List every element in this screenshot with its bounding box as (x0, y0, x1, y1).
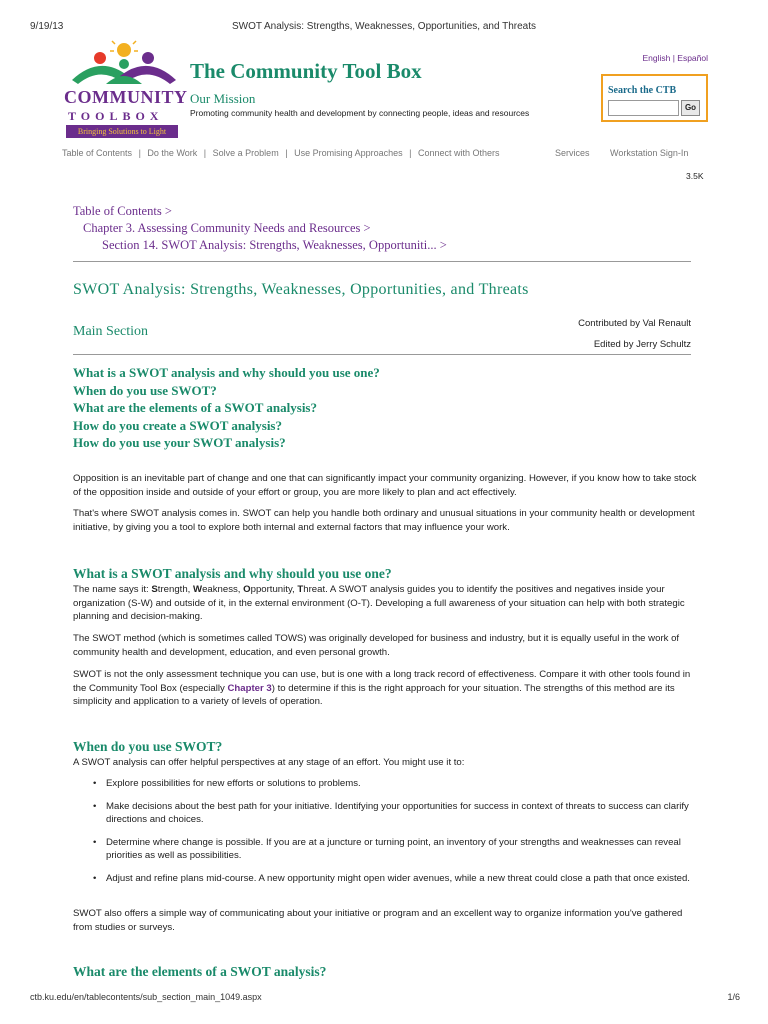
list-item: • Make decisions about the best path for your initiative. Identifying your opportunities for success in context of threats to success can clarify directions and choices. (93, 800, 698, 827)
language-switcher (642, 53, 708, 63)
breadcrumb-toc[interactable]: Table of Contents > (73, 204, 172, 218)
divider (73, 261, 691, 262)
what-paragraph-1: The name says it: Strength, Weakness, Opportunity, Threat. A SWOT analysis guides you to identify the positives and negatives inside your organization (S-W) and outside of it, in the external environment (O-T). Developing a full awareness of your situation can help with both strategic planning and decision-making. (73, 584, 685, 622)
ctb-logo[interactable] (62, 40, 188, 138)
print-date: 9/19/13 (30, 21, 64, 32)
footer-url: ctb.ku.edu/en/tablecontents/sub_section_main_1049.aspx (30, 992, 262, 1002)
edited-by: Edited by Jerry Schultz (593, 339, 691, 350)
nav-solve-a-problem[interactable]: Solve a Problem (212, 148, 279, 158)
toc-link-use[interactable]: How do you use your SWOT analysis? (73, 435, 286, 450)
logo-figures-icon (62, 40, 182, 90)
toc-link-what[interactable]: What is a SWOT analysis and why should you use one? (73, 365, 380, 380)
mission-text: Promoting community health and development by connecting people, ideas and resources (190, 108, 530, 118)
toc-link-elements[interactable]: What are the elements of a SWOT analysis? (73, 400, 317, 415)
nav-separator: | (138, 148, 141, 158)
mission-link[interactable]: Our Mission (190, 91, 256, 106)
heading-what-is-swot: What is a SWOT analysis and why should you use one? (73, 566, 392, 581)
share-count: 3.5K (686, 171, 704, 181)
logo-wordmark-1: COMMUNITY (64, 87, 188, 107)
nav-separator: | (409, 148, 412, 158)
section-toc (73, 364, 380, 452)
nav-promising-approaches[interactable]: Use Promising Approaches (294, 148, 403, 158)
heading-when: When do you use SWOT? (73, 739, 223, 754)
main-section-heading: Main Section (73, 324, 149, 339)
search-label: Search the CTB (608, 85, 677, 96)
site-title[interactable]: The Community Tool Box (190, 59, 422, 83)
logo-wordmark-2: TOOLBOX (68, 109, 164, 123)
when-outro: SWOT also offers a simple way of communicating about your initiative or program and an excellent way to organize information you've gathered from studies or surveys. (73, 908, 683, 933)
heading-elements: What are the elements of a SWOT analysis? (73, 964, 327, 979)
print-title: SWOT Analysis: Strengths, Weaknesses, Opportunities, and Threats (231, 21, 537, 32)
intro-paragraph-1: Opposition is an inevitable part of change and one that can significantly impact your community organizing. However, if you know how to take stock of the opposition inside and outside of your effort or group, you are more likely to plan and act effectively. (73, 473, 697, 498)
search-panel (601, 74, 708, 122)
when-intro: A SWOT analysis can offer helpful perspectives at any stage of an effort. You might use it to: (73, 757, 465, 768)
nav-table-of-contents[interactable]: Table of Contents (62, 148, 133, 158)
breadcrumb (73, 203, 447, 254)
nav-services[interactable]: Services (555, 148, 590, 158)
nav-separator: | (285, 148, 288, 158)
contributed-by: Contributed by Val Renault (578, 318, 691, 329)
lang-english-link[interactable]: English (642, 53, 671, 63)
list-item: • Adjust and refine plans mid-course. A new opportunity might open wider avenues, while a new threat could close a path that once existed. (93, 872, 698, 886)
what-paragraph-3: SWOT is not the only assessment technique you can use, but is one with a long track record of effectiveness. Compare it with other tools found in the Community Tool Box (especially Chapter 3) to determine if this is the right approach for your situation. The strengths of this method are its simplicity and application to a variety of levels of operation. (73, 669, 691, 707)
print-header (0, 0, 768, 40)
list-item: • Explore possibilities for new efforts or solutions to problems. (93, 777, 698, 791)
nav-workstation-signin[interactable]: Workstation Sign-In (610, 148, 689, 158)
toc-link-when[interactable]: When do you use SWOT? (73, 382, 217, 398)
contributors (578, 313, 691, 355)
intro-paragraph-2: That's where SWOT analysis comes in. SWOT can help you handle both ordinary and unusual situations in your community health or development initiative, by giving you a tool to explore both internal and external factors that may influence your work. (73, 508, 695, 533)
toc-link-create[interactable]: How do you create a SWOT analysis? (73, 417, 282, 433)
footer-page-number: 1/6 (727, 992, 740, 1002)
nav-do-the-work[interactable]: Do the Work (147, 148, 198, 158)
list-item: • Determine where change is possible. If you are at a juncture or turning point, an inventory of your strengths and weaknesses can reveal priorities as well as possibilities. (93, 836, 698, 863)
when-bullet-list (93, 777, 698, 885)
top-nav (62, 148, 504, 158)
search-go-button[interactable]: Go (681, 100, 700, 116)
what-paragraph-2: The SWOT method (which is sometimes called TOWS) was originally developed for business and industry, but it is equally useful in the work of community health and development, education, and even personal growth. (73, 633, 680, 658)
breadcrumb-section[interactable]: Section 14. SWOT Analysis: Strengths, Weaknesses, Opportuniti... > (102, 238, 447, 252)
nav-connect-with-others[interactable]: Connect with Others (418, 148, 500, 158)
lang-separator: | (670, 53, 678, 63)
lang-spanish-link[interactable]: Español (677, 53, 708, 63)
search-input[interactable] (608, 100, 679, 116)
page-title: SWOT Analysis: Strengths, Weaknesses, Opportunities, and Threats (73, 281, 529, 298)
nav-separator: | (203, 148, 207, 158)
divider (73, 354, 691, 355)
logo-tagline: Bringing Solutions to Light (66, 125, 178, 138)
breadcrumb-chapter[interactable]: Chapter 3. Assessing Community Needs and Resources > (83, 221, 371, 235)
chapter-3-link[interactable]: Chapter 3 (227, 682, 272, 694)
